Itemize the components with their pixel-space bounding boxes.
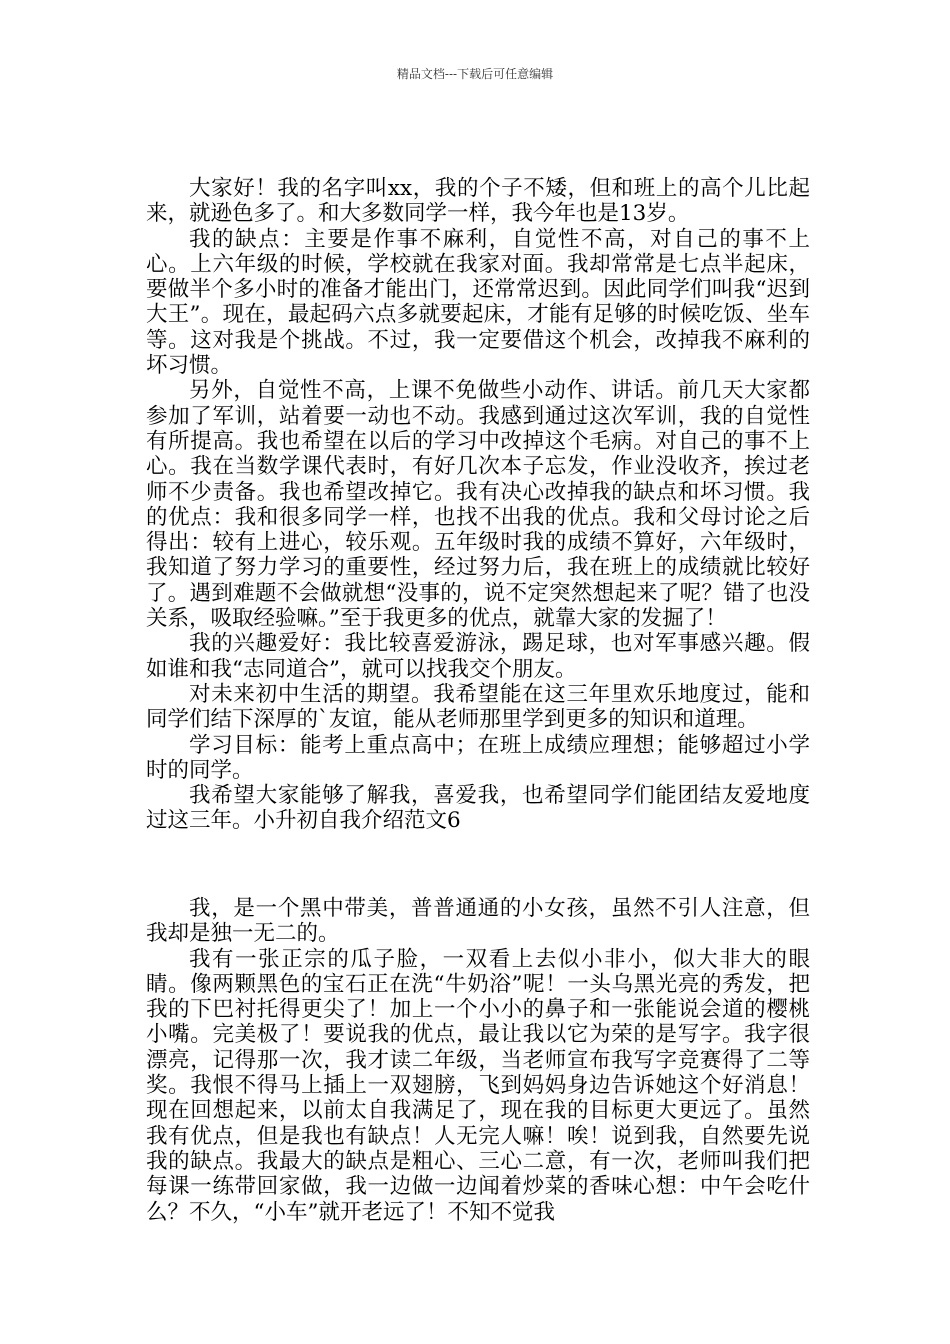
paragraph: 我有一张正宗的瓜子脸，一双看上去似小非小，似大非大的眼睛。像两颗黑色的宝石正在洗“牛奶浴”呢！一头乌黑光亮的秀发，把我的下巴衬托得更尖了！加上一个小小的鼻子和一张能说会道的樱桃小嘴。完美极了！要说我的优点，最让我以它为荣的是写字。我字很漂亮，记得那一次，我才读二年级，当老师宣布我写字竞赛得了二等奖。我恨不得马上插上一双翅膀，飞到妈妈身边告诉她这个好消息！现在回想起来，以前太自我满足了，现在我的目标更大更远了。虽然我有优点，但是我也有缺点！人无完人嘛！唉！说到我，自然要先说我的缺点。我最大的缺点是粗心、三心二意，有一次，老师叫我们把每课一练带回家做，我一边做一边闻着炒菜的香味心想：中午会吃什么？不久，“小车”就开老远了！不知不觉我	[146, 946, 810, 1225]
paragraph: 我希望大家能够了解我，喜爱我，也希望同学们能团结友爱地度过这三年。小升初自我介绍范文6	[146, 783, 810, 834]
paragraph: 对未来初中生活的期望。我希望能在这三年里欢乐地度过，能和同学们结下深厚的`友谊，能从老师那里学到更多的知识和道理。	[146, 681, 810, 733]
paragraph: 大家好！我的名字叫xx，我的个子不矮，但和班上的高个儿比起来，就逊色多了。和大多数同学一样，我今年也是13岁。	[146, 176, 810, 227]
paragraph: 学习目标：能考上重点高中；在班上成绩应理想；能够超过小学时的同学。	[146, 732, 810, 783]
paragraph: 另外，自觉性不高，上课不免做些小动作、讲话。前几天大家都参加了军训，站着要一动也不动。我感到通过这次军训，我的自觉性有所提高。我也希望在以后的学习中改掉这个毛病。对自己的事不上心。我在当数学课代表时，有好几次本子忘发，作业没收齐，挨过老师不少责备。我也希望改掉它。我有决心改掉我的缺点和坏习惯。我的优点：我和很多同学一样，也找不出我的优点。我和父母讨论之后得出：较有上进心，较乐观。五年级时我的成绩不算好，六年级时，我知道了努力学习的重要性，经过努力后，我在班上的成绩就比较好了。遇到难题不会做就想“没事的，说不定突然想起来了呢？错了也没关系，吸取经验嘛。”至于我更多的优点，就靠大家的发掘了！	[146, 378, 810, 632]
paragraph: 我的缺点：主要是作事不麻利，自觉性不高，对自己的事不上心。上六年级的时候，学校就在我家对面。我却常常是七点半起床，要做半个多小时的准备才能出门，还常常迟到。因此同学们叫我“迟到大王”。现在，最起码六点多就要起床，才能有足够的时候吃饭、坐车等。这对我是个挑战。不过，我一定要借这个机会，改掉我不麻利的坏习惯。	[146, 226, 810, 379]
paragraph: 我的兴趣爱好：我比较喜爱游泳，踢足球，也对军事感兴趣。假如谁和我“志同道合”，就可以找我交个朋友。	[146, 631, 810, 682]
essay-section-1	[146, 176, 810, 834]
paragraph: 我，是一个黑中带美，普普通通的小女孩，虽然不引人注意，但我却是独一无二的。	[146, 896, 810, 947]
essay-section-2	[146, 896, 810, 1225]
page-header: 精品文档---下载后可任意编辑	[396, 67, 554, 81]
